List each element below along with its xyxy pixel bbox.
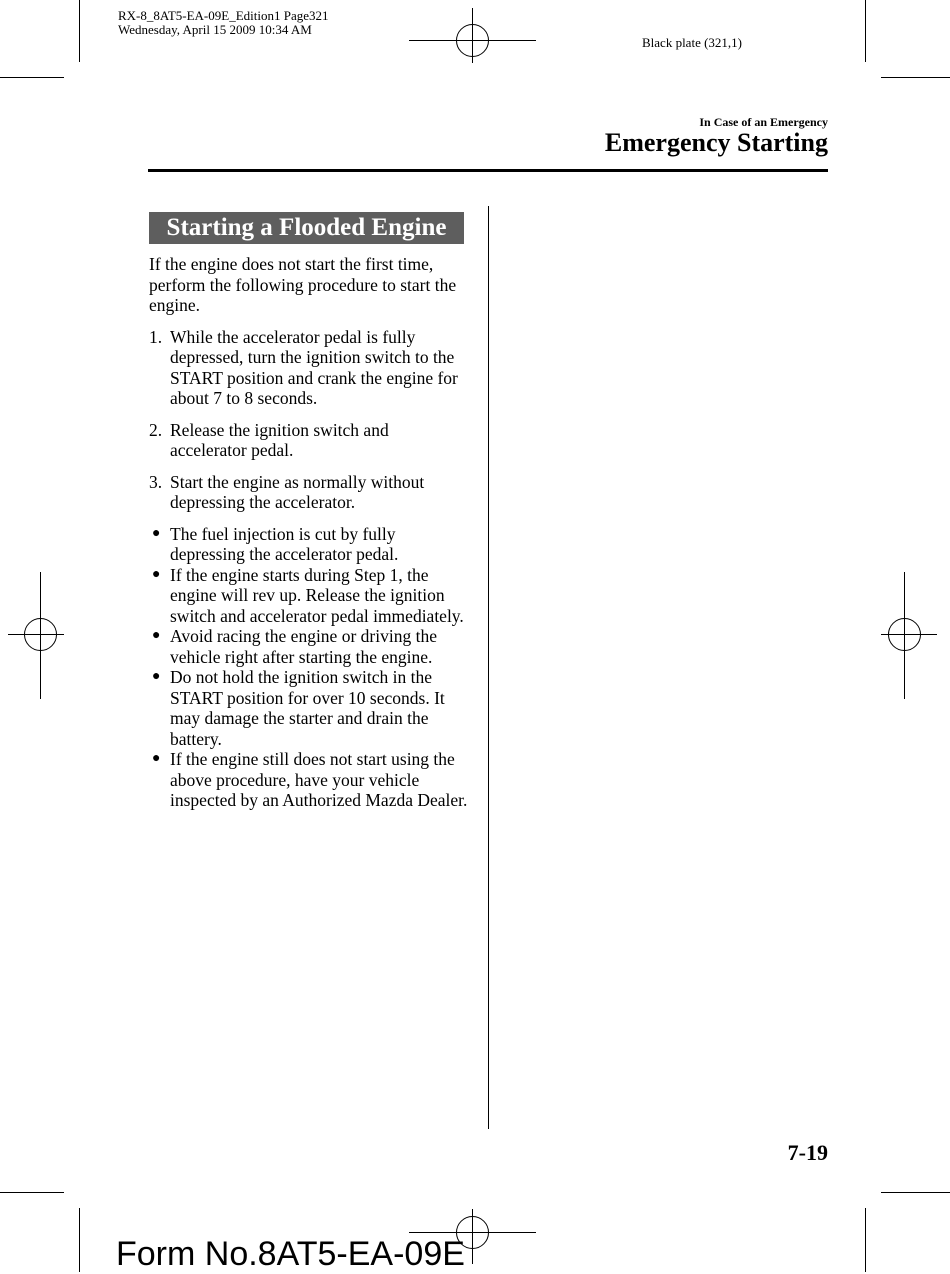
step-text: Start the engine as normally without depressing the accelerator. (170, 471, 425, 512)
section-label: In Case of an Emergency (699, 115, 828, 129)
note-text: If the engine starts during Step 1, the engine will rev up. Release the ignition switch and accelerator pedal immediately. (170, 564, 464, 626)
note-text: Do not hold the ignition switch in the START position for over 10 seconds. It may damage the starter and drain the battery. (170, 667, 445, 749)
main-content (149, 254, 469, 811)
procedure-step (149, 327, 469, 409)
bullet-icon: ● (152, 751, 161, 766)
printer-date-line: Wednesday, April 15 2009 10:34 AM (118, 22, 312, 37)
note-item (149, 524, 469, 565)
crop-mark (0, 77, 64, 78)
bullet-icon: ● (152, 628, 161, 643)
column-divider (488, 206, 489, 1129)
page-number: 7-19 (787, 1140, 828, 1165)
title-rule (148, 169, 828, 172)
crop-mark (0, 1192, 64, 1193)
notes-list (149, 524, 469, 811)
crop-mark (865, 0, 866, 62)
registration-mark (24, 618, 57, 651)
bullet-icon: ● (152, 669, 161, 684)
procedure-steps (149, 327, 469, 513)
procedure-step (149, 420, 469, 461)
crop-mark (881, 77, 950, 78)
crop-mark (79, 0, 80, 62)
note-item (149, 565, 469, 627)
registration-mark (456, 24, 489, 57)
crop-mark (881, 1192, 950, 1193)
crop-mark (865, 1208, 866, 1272)
procedure-step (149, 472, 469, 513)
form-number: Form No.8AT5-EA-09E (116, 1235, 465, 1273)
intro-paragraph: If the engine does not start the first time, perform the following procedure to start the engine. (149, 254, 457, 315)
note-item (149, 749, 469, 811)
page-title: Emergency Starting (604, 128, 828, 157)
printer-plate-line: Black plate (321,1) (642, 35, 742, 50)
section-heading: Starting a Flooded Engine (149, 212, 464, 244)
note-item (149, 667, 469, 749)
step-number: 3. (149, 471, 163, 492)
step-number: 2. (149, 419, 163, 440)
step-number: 1. (149, 326, 163, 347)
note-text: Avoid racing the engine or driving the vehicle right after starting the engine. (170, 626, 437, 667)
note-item (149, 626, 469, 667)
printer-file-line: RX-8_8AT5-EA-09E_Edition1 Page321 (118, 8, 329, 23)
registration-mark (888, 618, 921, 651)
crop-mark (79, 1208, 80, 1272)
bullet-icon: ● (152, 525, 161, 541)
note-text: The fuel injection is cut by fully depressing the accelerator pedal. (170, 523, 399, 564)
note-text: If the engine still does not start using the above procedure, have your vehicle inspected by an Authorized Mazda Dealer. (170, 749, 468, 810)
bullet-icon: ● (152, 566, 161, 582)
step-text: Release the ignition switch and accelerator pedal. (170, 419, 389, 460)
step-text: While the accelerator pedal is fully depressed, turn the ignition switch to the START position and crank the engine for about 7 to 8 seconds. (170, 326, 458, 408)
